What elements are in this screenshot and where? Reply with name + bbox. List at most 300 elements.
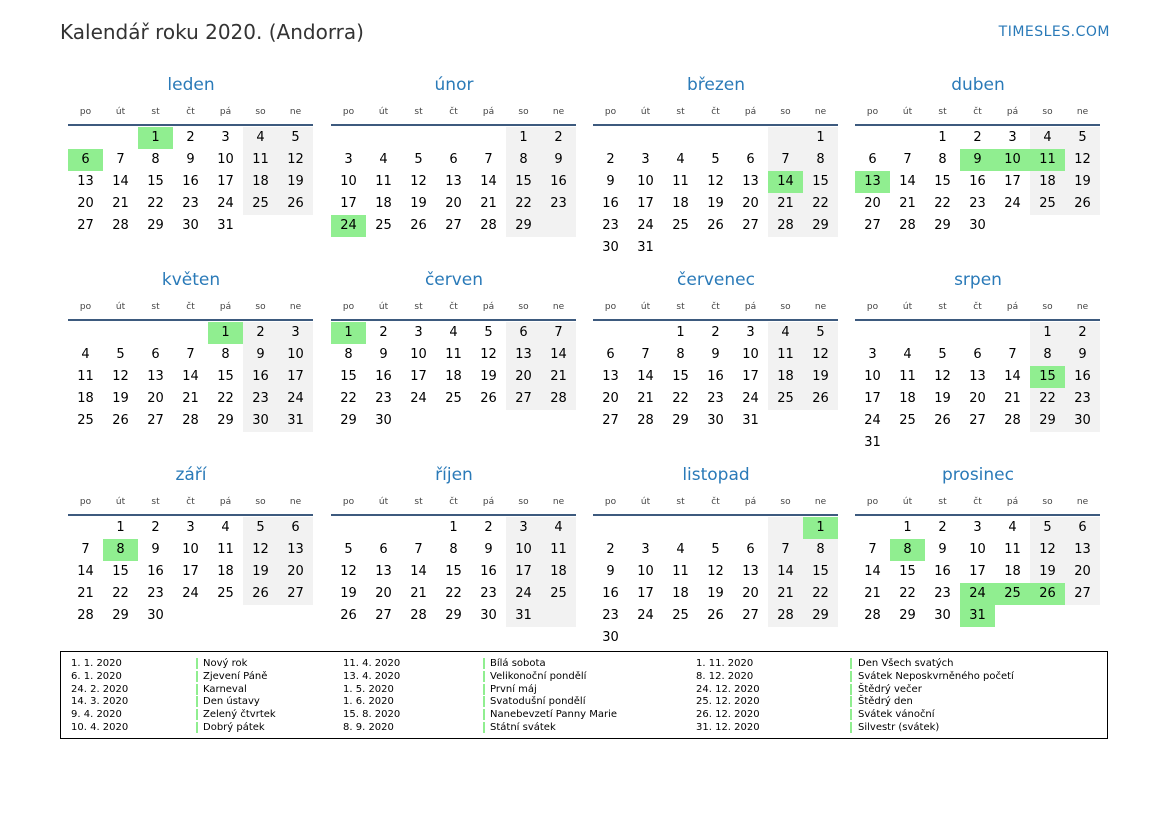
day-cell: 12 [112,369,129,384]
day-cell: 12 [410,174,427,189]
day-cell: 23 [707,391,724,406]
day-cell: 14 [550,347,567,362]
day-cell: 2 [554,130,563,145]
weekday-label: pá [219,107,232,117]
weekday-label: st [151,497,160,507]
day-cell: 15 [445,564,462,579]
day-cell: 30 [969,218,986,233]
day-cell: 9 [711,347,720,362]
day-cell: 27 [602,413,619,428]
day-cell: 28 [864,608,881,623]
day-cell: 23 [480,586,497,601]
weekday-label: út [640,497,651,507]
day-cell: 20 [515,369,532,384]
day-cell: 5 [1043,520,1052,535]
weekday-label: čt [449,497,458,507]
weekday-label: po [866,497,879,507]
day-cell: 5 [711,152,720,167]
day-cell: 6 [291,520,300,535]
day-cell: 18 [445,369,462,384]
legend-holiday-name: Štědrý den [858,696,913,708]
day-cell: 7 [641,347,650,362]
weekday-label: čt [973,497,982,507]
day-cell: 11 [672,174,689,189]
legend-marker [850,722,852,733]
day-cell: 26 [252,586,269,601]
legend-holiday-name: Svátek vánoční [858,709,935,721]
month-9 [68,464,314,623]
holiday-day-cell: 8 [890,539,925,561]
header-rule [593,319,838,321]
day-cell: 26 [1074,196,1091,211]
day-cell: 14 [480,174,497,189]
weekday-label: čt [973,302,982,312]
day-cell: 2 [711,325,720,340]
day-cell: 14 [864,564,881,579]
day-cell: 4 [676,542,685,557]
day-cell: 14 [410,564,427,579]
day-cell: 27 [742,218,759,233]
weekday-label: út [902,107,913,117]
day-cell: 28 [637,413,654,428]
day-cell: 6 [519,325,528,340]
day-cell: 21 [777,196,794,211]
weekday-label: st [414,107,423,117]
weekday-label: so [518,302,529,312]
day-cell: 2 [973,130,982,145]
weekday-label: ne [814,302,827,312]
day-cell: 12 [252,542,269,557]
day-cell: 3 [186,520,195,535]
day-cell: 29 [112,608,129,623]
legend-date: 15. 8. 2020 [343,709,401,721]
weekday-label: so [780,497,791,507]
day-cell: 18 [1039,174,1056,189]
day-cell: 13 [77,174,94,189]
month-name: červenec [677,270,755,290]
legend-holiday-name: Štědrý večer [858,683,922,695]
day-cell: 25 [672,218,689,233]
day-cell: 14 [1004,369,1021,384]
weekday-header [331,302,576,316]
day-cell: 12 [1039,542,1056,557]
day-cell: 25 [550,586,567,601]
day-cell: 7 [81,542,90,557]
day-cell: 24 [182,586,199,601]
legend-holiday-name: Dobrý pátek [203,722,265,733]
legend-date: 26. 12. 2020 [696,709,760,721]
day-cell: 24 [515,586,532,601]
weekday-label: čt [973,107,982,117]
day-cell: 26 [287,196,304,211]
weekday-label: st [938,302,947,312]
day-cell: 18 [217,564,234,579]
day-cell: 15 [340,369,357,384]
legend-date: 24. 12. 2020 [696,683,760,695]
day-cell: 28 [410,608,427,623]
legend-date: 31. 12. 2020 [696,722,760,733]
day-cell: 16 [375,369,392,384]
day-cell: 16 [182,174,199,189]
month-6 [331,269,577,428]
month-3 [593,74,839,255]
weekday-label: st [414,497,423,507]
day-cell: 31 [515,608,532,623]
day-cell: 28 [1004,413,1021,428]
weekday-label: čt [186,107,195,117]
day-cell: 15 [934,174,951,189]
day-cell: 7 [554,325,563,340]
weekday-label: st [151,302,160,312]
weekday-header [68,497,313,511]
month-5 [68,269,314,428]
day-cell: 20 [602,391,619,406]
day-cell: 18 [899,391,916,406]
day-cell: 24 [287,391,304,406]
weekday-header [855,107,1100,121]
day-cell: 4 [1043,130,1052,145]
day-cell: 16 [602,196,619,211]
weekday-label: čt [186,497,195,507]
day-cell: 7 [186,347,195,362]
weekday-label: út [115,107,126,117]
day-cell: 10 [864,369,881,384]
day-cell: 24 [410,391,427,406]
day-cell: 20 [742,586,759,601]
weekday-label: ne [289,302,302,312]
day-cell: 9 [484,542,493,557]
legend-marker [483,709,485,720]
day-cell: 10 [340,174,357,189]
day-cell: 17 [1004,174,1021,189]
holiday-day-cell: 31 [960,605,995,627]
day-cell: 27 [864,218,881,233]
day-cell: 23 [252,391,269,406]
day-cell: 12 [812,347,829,362]
weekday-label: út [115,497,126,507]
day-cell: 5 [711,542,720,557]
legend-marker [196,722,198,733]
weekday-label: st [938,107,947,117]
day-cell: 6 [1078,520,1087,535]
day-cell: 5 [116,347,125,362]
day-cell: 25 [1039,196,1056,211]
day-cell: 19 [410,196,427,211]
day-cell: 22 [147,196,164,211]
weekday-label: ne [1076,497,1089,507]
day-cell: 5 [414,152,423,167]
day-cell: 24 [217,196,234,211]
weekday-label: ne [552,107,565,117]
day-cell: 27 [375,608,392,623]
weekday-label: st [938,497,947,507]
holiday-day-cell: 26 [1030,583,1065,605]
day-cell: 19 [480,369,497,384]
day-cell: 19 [340,586,357,601]
holiday-day-cell: 8 [103,539,138,561]
day-cell: 6 [746,152,755,167]
month-10 [331,464,577,623]
day-cell: 4 [379,152,388,167]
day-cell: 17 [182,564,199,579]
day-cell: 11 [445,347,462,362]
legend-holiday-name: Bílá sobota [490,658,546,669]
month-name: prosinec [942,465,1014,485]
day-cell: 26 [480,391,497,406]
day-cell: 23 [602,608,619,623]
legend-marker [850,696,852,707]
legend-holiday-name: První máj [490,683,537,695]
day-cell: 28 [112,218,129,233]
day-cell: 7 [484,152,493,167]
weekday-label: pá [744,107,757,117]
weekday-label: út [902,497,913,507]
day-cell: 8 [938,152,947,167]
day-cell: 15 [147,174,164,189]
weekday-label: ne [814,497,827,507]
holiday-day-cell: 1 [138,127,173,149]
day-cell: 8 [1043,347,1052,362]
day-cell: 31 [287,413,304,428]
day-cell: 3 [868,347,877,362]
day-cell: 15 [812,174,829,189]
day-cell: 30 [602,240,619,255]
day-cell: 23 [147,586,164,601]
day-cell: 22 [672,391,689,406]
day-cell: 11 [77,369,94,384]
day-cell: 2 [606,152,615,167]
weekday-label: po [604,497,617,507]
day-cell: 20 [1074,564,1091,579]
day-cell: 4 [903,347,912,362]
day-cell: 18 [375,196,392,211]
day-cell: 10 [969,542,986,557]
day-cell: 14 [77,564,94,579]
day-cell: 26 [707,608,724,623]
day-cell: 25 [217,586,234,601]
day-cell: 18 [550,564,567,579]
day-cell: 15 [217,369,234,384]
weekday-label: po [604,302,617,312]
weekday-label: čt [186,302,195,312]
day-cell: 3 [1008,130,1017,145]
weekday-label: ne [814,107,827,117]
legend-date: 25. 12. 2020 [696,696,760,708]
header-rule [855,319,1100,321]
day-cell: 16 [934,564,951,579]
weekday-label: st [676,497,685,507]
legend-holiday-name: Karneval [203,683,247,695]
weekday-header [593,302,838,316]
holiday-legend [60,651,1108,739]
weekday-label: ne [1076,302,1089,312]
weekday-header [593,497,838,511]
day-cell: 4 [676,152,685,167]
day-cell: 8 [676,347,685,362]
day-cell: 4 [221,520,230,535]
day-cell: 1 [938,130,947,145]
day-cell: 21 [1004,391,1021,406]
day-cell: 1 [816,130,825,145]
day-cell: 19 [252,564,269,579]
weekday-label: so [518,107,529,117]
day-cell: 5 [256,520,265,535]
day-cell: 16 [147,564,164,579]
day-cell: 4 [449,325,458,340]
day-cell: 9 [606,174,615,189]
weekday-label: pá [482,302,495,312]
day-cell: 1 [519,130,528,145]
legend-holiday-name: Státní svátek [490,722,556,733]
day-cell: 16 [602,586,619,601]
day-cell: 11 [217,542,234,557]
day-cell: 2 [186,130,195,145]
weekday-label: pá [744,302,757,312]
day-cell: 24 [864,413,881,428]
day-cell: 31 [217,218,234,233]
day-cell: 28 [182,413,199,428]
day-cell: 26 [934,413,951,428]
month-8 [855,269,1101,450]
day-cell: 24 [637,608,654,623]
day-cell: 12 [707,564,724,579]
weekday-label: st [151,107,160,117]
legend-holiday-name: Zjevení Páně [203,670,268,682]
month-name: říjen [435,465,473,485]
legend-date: 1. 5. 2020 [343,683,394,695]
day-cell: 12 [707,174,724,189]
day-cell: 15 [899,564,916,579]
month-name: červen [424,270,484,290]
weekday-label: ne [552,302,565,312]
weekday-label: po [866,107,879,117]
day-cell: 31 [742,413,759,428]
holiday-day-cell: 15 [1030,366,1065,388]
day-cell: 7 [414,542,423,557]
day-cell: 23 [375,391,392,406]
day-cell: 14 [899,174,916,189]
holiday-day-cell: 1 [208,322,243,344]
weekday-header [331,107,576,121]
brand-link[interactable]: TIMESLES.COM [998,24,1110,40]
legend-marker [196,684,198,695]
day-cell: 19 [812,369,829,384]
day-cell: 10 [182,542,199,557]
day-cell: 6 [606,347,615,362]
weekday-label: čt [449,107,458,117]
day-cell: 2 [379,325,388,340]
day-cell: 21 [480,196,497,211]
day-cell: 21 [864,586,881,601]
day-cell: 22 [515,196,532,211]
day-cell: 27 [77,218,94,233]
day-cell: 8 [519,152,528,167]
weekday-label: po [79,302,92,312]
day-cell: 18 [1004,564,1021,579]
day-cell: 18 [777,369,794,384]
day-cell: 2 [484,520,493,535]
day-cell: 3 [641,152,650,167]
day-cell: 18 [672,196,689,211]
day-cell: 9 [554,152,563,167]
day-cell: 22 [1039,391,1056,406]
day-cell: 8 [344,347,353,362]
day-cell: 17 [742,369,759,384]
legend-marker [196,671,198,682]
day-cell: 18 [672,586,689,601]
day-cell: 3 [641,542,650,557]
legend-marker [850,658,852,669]
legend-date: 11. 4. 2020 [343,658,401,669]
weekday-label: pá [744,497,757,507]
legend-holiday-name: Silvestr (svátek) [858,722,940,733]
day-cell: 30 [182,218,199,233]
legend-date: 13. 4. 2020 [343,670,401,682]
day-cell: 5 [291,130,300,145]
weekday-label: st [414,302,423,312]
legend-date: 14. 3. 2020 [71,696,129,708]
header-rule [593,124,838,126]
weekday-header [331,497,576,511]
month-2 [331,74,577,233]
day-cell: 10 [742,347,759,362]
day-cell: 2 [1078,325,1087,340]
day-cell: 9 [606,564,615,579]
legend-marker [483,722,485,733]
day-cell: 27 [287,586,304,601]
weekday-label: čt [711,302,720,312]
weekday-label: so [518,497,529,507]
weekday-label: čt [711,497,720,507]
day-cell: 10 [637,174,654,189]
day-cell: 13 [287,542,304,557]
legend-marker [850,684,852,695]
month-1 [68,74,314,233]
page-title: Kalendář roku 2020. (Andorra) [60,20,364,44]
day-cell: 20 [969,391,986,406]
day-cell: 17 [515,564,532,579]
month-7 [593,269,839,428]
weekday-label: so [255,302,266,312]
weekday-label: st [676,107,685,117]
legend-holiday-name: Nový rok [203,658,248,669]
day-cell: 13 [1074,542,1091,557]
day-cell: 30 [147,608,164,623]
month-name: srpen [954,270,1002,290]
holiday-day-cell: 24 [960,583,995,605]
day-cell: 11 [550,542,567,557]
legend-holiday-name: Svatodušní pondělí [490,696,586,708]
day-cell: 10 [410,347,427,362]
day-cell: 21 [637,391,654,406]
day-cell: 2 [151,520,160,535]
day-cell: 6 [151,347,160,362]
day-cell: 13 [742,564,759,579]
weekday-label: so [255,107,266,117]
day-cell: 25 [777,391,794,406]
day-cell: 20 [445,196,462,211]
day-cell: 19 [287,174,304,189]
legend-date: 1. 6. 2020 [343,696,394,708]
day-cell: 15 [515,174,532,189]
day-cell: 8 [816,542,825,557]
day-cell: 4 [256,130,265,145]
legend-marker [196,709,198,720]
weekday-label: so [1042,497,1053,507]
day-cell: 7 [868,542,877,557]
day-cell: 10 [515,542,532,557]
header-rule [68,124,313,126]
